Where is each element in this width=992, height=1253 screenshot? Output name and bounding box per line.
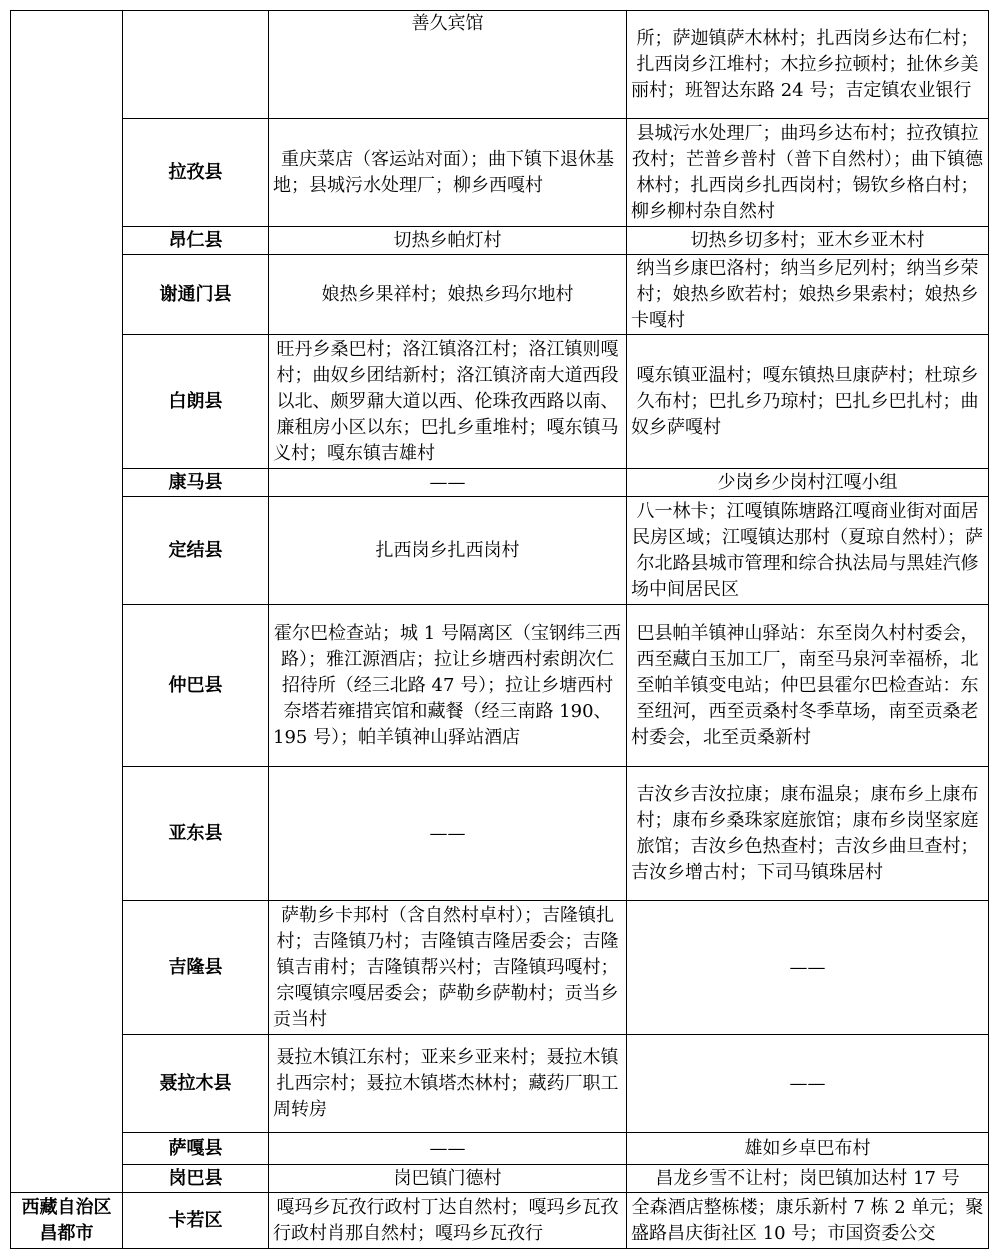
table-row <box>11 335 989 469</box>
county-cell: 拉孜县 <box>123 119 269 227</box>
mid-risk-cell: 嘎东镇亚温村；嘎东镇热旦康萨村；杜琼乡久布村；巴扎乡乃琼村；巴扎乡巴扎村；曲奴乡萨嘎村 <box>627 335 989 469</box>
mid-risk-cell: 吉汝乡吉汝拉康；康布温泉；康布乡上康布村；康布乡桑珠家庭旅馆；康布乡岗坚家庭旅馆；吉汝乡色热查村；吉汝乡曲旦查村；吉汝乡增古村；下司马镇珠居村 <box>627 767 989 901</box>
table-row <box>11 767 989 901</box>
mid-risk-cell: 昌龙乡雪不让村；岗巴镇加达村 17 号 <box>627 1165 989 1193</box>
high-risk-cell: 嘎玛乡瓦孜行政村丁达自然村；嘎玛乡瓦孜行政村肖那自然村；嘎玛乡瓦孜行 <box>269 1193 627 1249</box>
mid-risk-cell: 巴县帕羊镇神山驿站：东至岗久村村委会，西至藏白玉加工厂，南至马泉河幸福桥，北至帕羊镇变电站；仲巴县霍尔巴检查站：东至纽河，西至贡桑村冬季草场，南至贡桑老村委会，北至贡桑新村 <box>627 605 989 767</box>
table-row <box>11 1193 989 1249</box>
county-cell: 昂仁县 <box>123 227 269 255</box>
high-risk-cell: 善久宾馆 <box>269 11 627 119</box>
table-row <box>11 497 989 605</box>
county-cell: 吉隆县 <box>123 901 269 1035</box>
table-row <box>11 255 989 335</box>
high-risk-cell: 萨勒乡卡邦村（含自然村卓村）；吉隆镇扎村；吉隆镇乃村；吉隆镇吉隆居委会；吉隆镇吉甫村；吉隆镇帮兴村；吉隆镇玛嘎村；宗嘎镇宗嘎居委会；萨勒乡萨勒村；贡当乡贡当村 <box>269 901 627 1035</box>
county-cell: 萨嘎县 <box>123 1133 269 1165</box>
table-row <box>11 901 989 1035</box>
county-cell: 白朗县 <box>123 335 269 469</box>
county-cell: 康马县 <box>123 469 269 497</box>
mid-risk-cell: 纳当乡康巴洛村；纳当乡尼列村；纳当乡荣村；娘热乡欧若村；娘热乡果索村；娘热乡卡嘎村 <box>627 255 989 335</box>
region-cell: 西藏自治区昌都市 <box>11 1193 123 1249</box>
county-cell: 仲巴县 <box>123 605 269 767</box>
table-row <box>11 227 989 255</box>
mid-risk-cell: 所；萨迦镇萨木林村；扎西岗乡达布仁村；扎西岗乡江堆村；木拉乡拉顿村；扯休乡美丽村；班智达东路 24 号；吉定镇农业银行 <box>627 11 989 119</box>
county-cell: 卡若区 <box>123 1193 269 1249</box>
mid-risk-cell: 全森酒店整栋楼；康乐新村 7 栋 2 单元；聚盛路昌庆街社区 10 号；市国资委公交 <box>627 1193 989 1249</box>
county-cell: 亚东县 <box>123 767 269 901</box>
mid-risk-cell: 八一林卡；江嘎镇陈塘路江嘎商业街对面居民房区域；江嘎镇达那村（夏琼自然村）；萨尔北路县城市管理和综合执法局与黑娃汽修场中间居民区 <box>627 497 989 605</box>
high-risk-cell: 扎西岗乡扎西岗村 <box>269 497 627 605</box>
mid-risk-cell: 县城污水处理厂；曲玛乡达布村；拉孜镇拉孜村；芒普乡普村（普下自然村）；曲下镇德林村；扎西岗乡扎西岗村；锡钦乡格白村；柳乡柳村杂自然村 <box>627 119 989 227</box>
county-cell <box>123 11 269 119</box>
table-row <box>11 469 989 497</box>
table-row <box>11 1035 989 1133</box>
high-risk-cell: —— <box>269 1133 627 1165</box>
table-row <box>11 119 989 227</box>
high-risk-cell: 娘热乡果祥村；娘热乡玛尔地村 <box>269 255 627 335</box>
county-cell: 定结县 <box>123 497 269 605</box>
high-risk-cell: —— <box>269 469 627 497</box>
high-risk-cell: 岗巴镇门德村 <box>269 1165 627 1193</box>
mid-risk-cell: 切热乡切多村；亚木乡亚木村 <box>627 227 989 255</box>
high-risk-cell: 重庆菜店（客运站对面）；曲下镇下退休基地；县城污水处理厂；柳乡西嘎村 <box>269 119 627 227</box>
county-cell: 聂拉木县 <box>123 1035 269 1133</box>
high-risk-cell: 旺丹乡桑巴村；洛江镇洛江村；洛江镇则嘎村；曲奴乡团结新村；洛江镇济南大道西段以北、颇罗鼐大道以西、伦珠孜西路以南、廉租房小区以东；巴扎乡重堆村；嘎东镇马义村；嘎东镇吉雄村 <box>269 335 627 469</box>
table-row <box>11 1165 989 1193</box>
high-risk-cell: 切热乡帕灯村 <box>269 227 627 255</box>
mid-risk-cell: 少岗乡少岗村江嘎小组 <box>627 469 989 497</box>
high-risk-cell: —— <box>269 767 627 901</box>
county-cell: 谢通门县 <box>123 255 269 335</box>
mid-risk-cell: —— <box>627 1035 989 1133</box>
region-cell <box>11 11 123 1193</box>
high-risk-cell: 霍尔巴检查站；城 1 号隔离区（宝钢纬三西路）；雅江源酒店；拉让乡塘西村索朗次仁招待所（经三北路 47 号）；拉让乡塘西村奈塔若雍措宾馆和藏餐（经三南路 190、195 号）；帕羊镇神山驿站酒店 <box>269 605 627 767</box>
risk-area-table <box>10 10 989 1249</box>
table-row <box>11 605 989 767</box>
high-risk-cell: 聂拉木镇江东村；亚来乡亚来村；聂拉木镇扎西宗村；聂拉木镇塔杰林村；藏药厂职工周转房 <box>269 1035 627 1133</box>
county-cell: 岗巴县 <box>123 1165 269 1193</box>
mid-risk-cell: —— <box>627 901 989 1035</box>
table-row <box>11 11 989 119</box>
mid-risk-cell: 雄如乡卓巴布村 <box>627 1133 989 1165</box>
table-row <box>11 1133 989 1165</box>
